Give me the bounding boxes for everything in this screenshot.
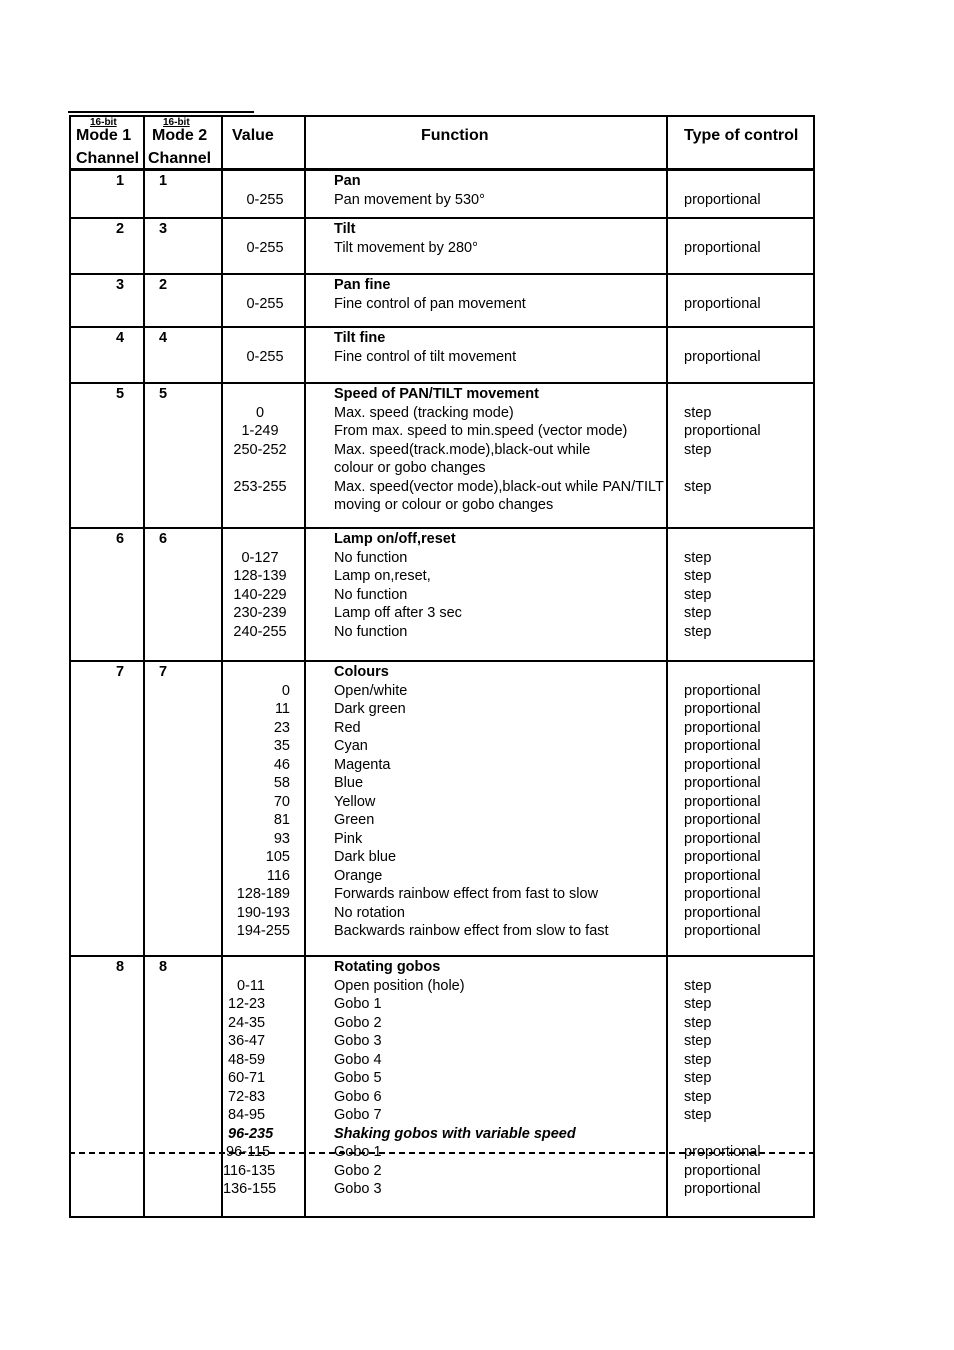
value-range: 116-135 (223, 1162, 276, 1179)
mode1-channel-number: 5 (115, 386, 125, 402)
control-type: step (684, 605, 712, 621)
mode2-channel-number: 3 (158, 221, 168, 237)
value-range: 60-71 (228, 1070, 266, 1086)
control-type: step (684, 1107, 712, 1123)
control-type: proportional (684, 423, 761, 439)
row-divider (69, 326, 815, 328)
control-type: step (684, 1033, 712, 1049)
control-type: proportional (684, 793, 761, 810)
value-range: 0-127 (241, 549, 279, 566)
control-type: step (684, 1051, 712, 1068)
function-description: Max. speed(track.mode),black-out while (334, 441, 591, 458)
value-range: 128-139 (233, 568, 287, 584)
control-type: step (684, 404, 712, 421)
control-type: step (684, 623, 712, 640)
function-description: moving or colour or gobo changes (334, 497, 554, 513)
function-description: Open/white (334, 682, 408, 699)
mode1-16bit-label: 16-bit (90, 117, 117, 128)
top-rule (68, 111, 254, 113)
value-range: 105 (265, 849, 290, 865)
value-range: 0-11 (237, 977, 265, 994)
function-description: Dark green (334, 701, 406, 717)
control-type: proportional (684, 812, 761, 828)
control-type: step (684, 441, 712, 458)
function-title: Tilt (334, 221, 356, 237)
column-divider (666, 115, 668, 1218)
value-range: 250-252 (233, 441, 287, 458)
function-description: Fine control of tilt movement (334, 348, 517, 365)
mode2-16bit-label: 16-bit (163, 117, 190, 128)
function-description: Gobo 1 (334, 996, 382, 1012)
value-range: 70 (273, 793, 290, 810)
function-description: Lamp off after 3 sec (334, 605, 462, 621)
mode1-channel-number: 2 (115, 221, 125, 237)
row-divider (69, 955, 815, 957)
mode2-channel-number: 4 (158, 330, 168, 346)
function-title: Colours (334, 664, 389, 680)
control-type: step (684, 977, 712, 994)
control-type: proportional (684, 849, 761, 865)
control-type: step (684, 996, 712, 1012)
value-range: 0-255 (246, 191, 284, 208)
row-divider (69, 273, 815, 275)
function-description: Lamp on,reset, (334, 568, 431, 584)
control-type: step (684, 586, 712, 603)
value-range: 230-239 (233, 605, 287, 621)
control-type: proportional (684, 239, 761, 256)
function-description: Gobo 3 (334, 1033, 382, 1049)
value-range: 0-255 (246, 348, 284, 365)
value-range: 240-255 (233, 623, 287, 640)
control-type: step (684, 1014, 712, 1031)
function-description: Green (334, 812, 375, 828)
value-range: 12-23 (228, 996, 266, 1012)
row-divider (69, 660, 815, 662)
mode1-header: Mode 1 (76, 127, 132, 144)
value-header: Value (232, 127, 274, 144)
function-title: Pan (334, 173, 361, 189)
value-range: 190-193 (236, 904, 290, 921)
value-range: 72-83 (228, 1088, 266, 1105)
column-divider (143, 115, 145, 1218)
control-type: proportional (684, 775, 761, 791)
value-range: 11 (274, 701, 290, 717)
function-description: Max. speed(vector mode),black-out while PAN/TILT (334, 478, 664, 495)
mode2-channel-number: 1 (158, 173, 168, 189)
function-description: Red (334, 719, 361, 736)
control-type: step (684, 478, 712, 495)
value-range: 0-255 (246, 239, 284, 256)
value-range: 96-115 (226, 1144, 271, 1160)
function-description: Cyan (334, 738, 368, 754)
value-range: 0 (281, 682, 290, 699)
value-range: 58 (273, 775, 290, 791)
value-range: 140-229 (233, 586, 287, 603)
control-type: proportional (684, 191, 761, 208)
control-type: proportional (684, 923, 761, 939)
function-title: Lamp on/off,reset (334, 531, 456, 547)
function-description: Gobo 7 (334, 1107, 382, 1123)
function-title: Speed of PAN/TILT movement (334, 386, 539, 402)
control-type: proportional (684, 830, 761, 847)
mode1-channel-number: 3 (115, 277, 125, 293)
value-range: 46 (273, 756, 290, 773)
function-description: No rotation (334, 904, 405, 921)
function-title: Rotating gobos (334, 959, 441, 975)
value-range: 84-95 (228, 1107, 266, 1123)
column-divider (304, 115, 306, 1218)
mode2-channel-number: 8 (158, 959, 168, 975)
function-description: Gobo 4 (334, 1051, 382, 1068)
value-range: 194-255 (236, 923, 290, 939)
control-type: proportional (684, 719, 761, 736)
mode2-channel-number: 7 (158, 664, 168, 680)
mode1-channel-number: 1 (115, 173, 125, 189)
row-divider (69, 382, 815, 384)
header-divider (69, 168, 815, 171)
function-description: No function (334, 623, 408, 640)
value-range: 36-47 (228, 1033, 266, 1049)
function-description: Max. speed (tracking mode) (334, 404, 514, 421)
column-divider (221, 115, 223, 1218)
value-range: 81 (273, 812, 290, 828)
control-type: proportional (684, 682, 761, 699)
control-type: proportional (684, 348, 761, 365)
function-title: Tilt fine (334, 330, 386, 346)
function-description: Gobo 2 (334, 1014, 382, 1031)
mode1-channel-number: 7 (115, 664, 125, 680)
control-type: proportional (684, 738, 761, 754)
mode1-channel-number: 8 (115, 959, 125, 975)
function-description: Pan movement by 530° (334, 191, 485, 208)
control-type: proportional (684, 1144, 761, 1160)
function-header: Function (421, 127, 489, 144)
function-description: No function (334, 549, 408, 566)
function-description: Gobo 6 (334, 1088, 382, 1105)
value-range: 0 (255, 404, 265, 421)
control-type: proportional (684, 886, 761, 902)
control-type: proportional (684, 1162, 761, 1179)
control-type: proportional (684, 295, 761, 312)
function-description: Shaking gobos with variable speed (334, 1125, 576, 1142)
control-type: step (684, 1070, 712, 1086)
mode2-channel-number: 6 (158, 531, 168, 547)
mode1-channel-number: 6 (115, 531, 125, 547)
function-description: Yellow (334, 793, 376, 810)
control-type: step (684, 568, 712, 584)
control-type: proportional (684, 1181, 761, 1197)
value-range: 116 (266, 867, 290, 884)
function-description: Gobo 3 (334, 1181, 382, 1197)
control-type: proportional (684, 904, 761, 921)
mode1-header-channel: Channel (76, 150, 140, 167)
value-range: 35 (273, 738, 290, 754)
control-type: step (684, 1088, 712, 1105)
function-description: From max. speed to min.speed (vector mode) (334, 423, 628, 439)
mode2-channel-number: 5 (158, 386, 168, 402)
value-range: 136-155 (223, 1181, 277, 1197)
row-divider (69, 217, 815, 219)
mode1-channel-number: 4 (115, 330, 125, 346)
function-title: Pan fine (334, 277, 391, 293)
value-range: 23 (273, 719, 290, 736)
function-description: Gobo 1 (334, 1144, 382, 1160)
control-type: proportional (684, 701, 761, 717)
control-type: step (684, 549, 712, 566)
function-description: Gobo 2 (334, 1162, 382, 1179)
control-type: proportional (684, 756, 761, 773)
function-description: No function (334, 586, 408, 603)
function-description: Forwards rainbow effect from fast to slow (334, 886, 599, 902)
mode2-header: Mode 2 (152, 127, 208, 144)
type-header: Type of control (684, 127, 799, 144)
value-range: 96-235 (228, 1125, 274, 1142)
control-type: proportional (684, 867, 761, 884)
function-description: Tilt movement by 280° (334, 239, 478, 256)
value-range: 48-59 (228, 1051, 266, 1068)
function-description: Backwards rainbow effect from slow to fast (334, 923, 609, 939)
value-range: 93 (273, 830, 290, 847)
value-range: 0-255 (246, 295, 284, 312)
value-range: 128-189 (236, 886, 290, 902)
value-range: 1-249 (241, 423, 279, 439)
function-description: Magenta (334, 756, 391, 773)
function-description: Orange (334, 867, 383, 884)
row-divider (69, 527, 815, 529)
function-description: Blue (334, 775, 364, 791)
function-description: colour or gobo changes (334, 460, 486, 476)
mode2-header-channel: Channel (148, 150, 212, 167)
function-description: Pink (334, 830, 363, 847)
value-range: 253-255 (233, 478, 287, 495)
function-description: Fine control of pan movement (334, 295, 526, 312)
value-range: 24-35 (228, 1014, 266, 1031)
mode2-channel-number: 2 (158, 277, 168, 293)
function-description: Open position (hole) (334, 977, 465, 994)
function-description: Gobo 5 (334, 1070, 382, 1086)
function-description: Dark blue (334, 849, 397, 865)
